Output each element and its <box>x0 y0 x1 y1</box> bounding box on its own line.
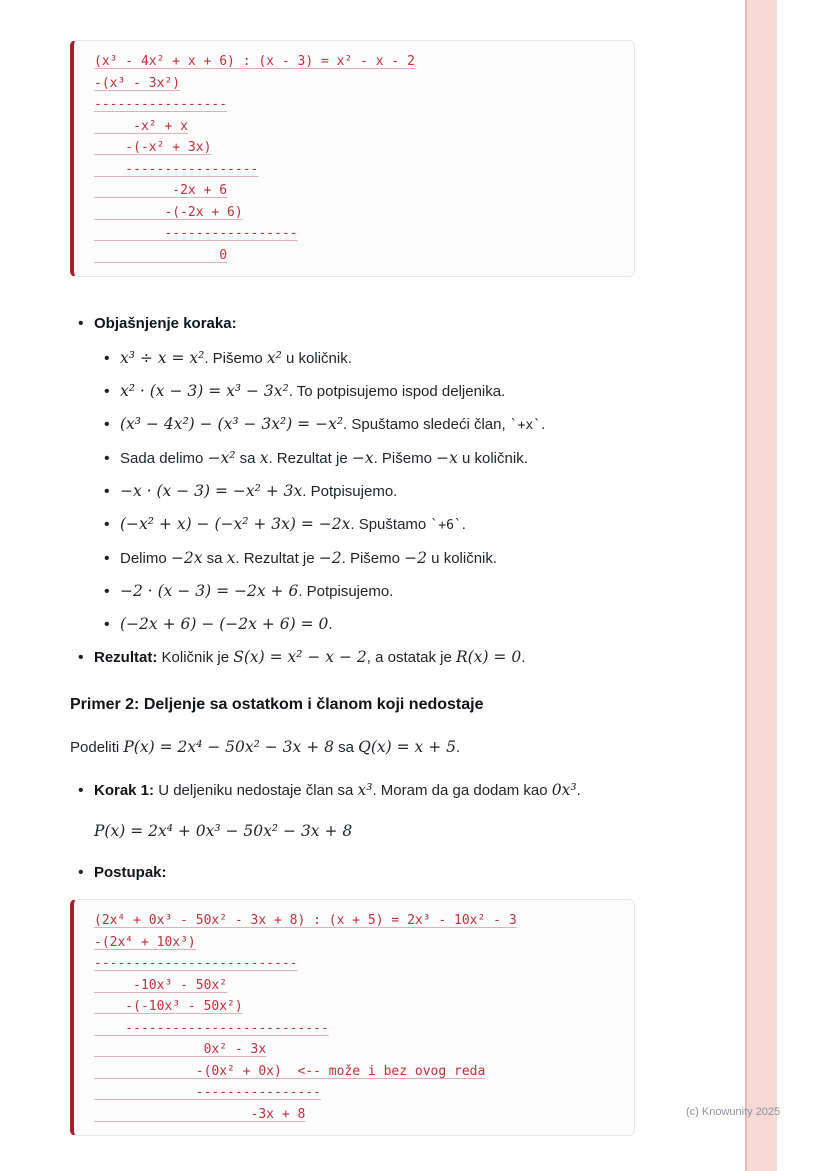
inline-code: `+x` <box>509 418 542 433</box>
bold-label: Korak 1: <box>94 782 155 799</box>
explanation-item <box>70 614 635 635</box>
code-line: ----------------- <box>94 226 298 241</box>
bullet-icon: • <box>104 350 110 367</box>
expanded-polynomial-formula: P(x) = 2x⁴ + 0x³ − 50x² − 3x + 8 <box>94 822 353 840</box>
explanation-item <box>70 481 635 502</box>
code-line: ----------------- <box>94 97 228 112</box>
math-text: (x³ − 4x²) − (x³ − 3x²) = −x² <box>120 415 344 433</box>
math-text: x³ <box>357 781 373 799</box>
code-line: -10x³ - 50x² <box>94 977 228 993</box>
explanation-item <box>70 381 635 402</box>
plain-text: sa <box>235 450 260 467</box>
explanation-text <box>120 514 635 536</box>
plain-text: sa <box>202 550 227 567</box>
bullet-icon: • <box>104 583 110 600</box>
bullet-icon: • <box>78 864 84 881</box>
math-text: x² · (x − 3) = x³ − 3x² <box>120 382 289 400</box>
code-line: ---------------- <box>94 1085 321 1100</box>
explanation-text <box>120 548 635 569</box>
math-text: −x · (x − 3) = −x² + 3x <box>120 482 303 500</box>
math-text: (−x² + x) − (−x² + 3x) = −2x <box>120 515 351 533</box>
math-text: R(x) = 0 <box>455 648 522 666</box>
math-text: −x² <box>207 449 236 467</box>
plain-text: u količnik. <box>427 550 498 567</box>
plain-text: . <box>576 782 581 799</box>
explanation-item <box>70 448 635 469</box>
plain-text: . Pišemo <box>341 550 405 567</box>
plain-text: . <box>521 649 526 666</box>
bullet-icon: • <box>78 782 84 799</box>
code-line: -------------------------- <box>94 1020 329 1036</box>
code-line: 0 <box>94 247 228 263</box>
explanation-list <box>70 348 635 635</box>
plain-text: . Rezultat je <box>268 450 352 467</box>
plain-text: . <box>328 616 333 633</box>
plain-text: U deljeniku nedostaje član sa <box>154 782 358 799</box>
bullet-icon: • <box>104 616 110 633</box>
plain-text: Sada delimo <box>120 450 208 467</box>
math-text: −x <box>351 449 374 467</box>
math-text: x³ ÷ x = x² <box>120 349 205 367</box>
bullet-icon: • <box>104 550 110 567</box>
division-worksheet-1 <box>70 40 635 277</box>
inline-code: `+6` <box>430 518 462 533</box>
bold-label: Rezultat: <box>94 649 158 666</box>
plain-text: . <box>541 416 546 433</box>
plain-text: u količnik. <box>457 450 528 467</box>
plain-text: . Rezultat je <box>235 550 319 567</box>
bullet-icon: • <box>104 516 110 533</box>
code-line: -(x³ - 3x²) <box>94 75 181 91</box>
plain-text: , a ostatak je <box>366 649 456 666</box>
bullet-icon: • <box>104 383 110 400</box>
plain-text: . Pišemo <box>204 350 267 367</box>
plain-text: . Potpisujemo. <box>302 483 398 500</box>
bullet-icon: • <box>78 649 84 666</box>
explanation-header-item <box>70 313 635 334</box>
math-text: (−2x + 6) − (−2x + 6) = 0 <box>120 615 329 633</box>
plain-text: . <box>456 739 461 756</box>
math-text: S(x) = x² − x − 2 <box>233 648 367 666</box>
watermark: (c) Knowunity 2025 <box>686 1106 781 1118</box>
plain-text: Podeliti <box>70 739 124 756</box>
plain-text: . Spuštamo <box>350 516 431 533</box>
math-text: −2x <box>170 549 203 567</box>
intro-paragraph <box>70 737 635 758</box>
plain-text: Količnik je <box>157 649 234 666</box>
explanation-label: Objašnjenje koraka: <box>94 315 237 332</box>
math-text: P(x) = 2x⁴ − 50x² − 3x + 8 <box>123 738 334 756</box>
explanation-text <box>120 581 635 602</box>
explanation-text <box>120 614 635 635</box>
explanation-item <box>70 514 635 536</box>
code-line: -(0x² + 0x) <-- može i bez ovog reda <box>94 1063 486 1079</box>
code-line: -3x + 8 <box>94 1106 306 1122</box>
division-worksheet-2 <box>70 899 635 1136</box>
explanation-item <box>70 548 635 569</box>
result-item <box>70 647 635 668</box>
explanation-text <box>120 448 635 469</box>
procedure-label: Postupak: <box>94 864 167 881</box>
explanation-text <box>120 481 635 502</box>
bullet-icon: • <box>104 483 110 500</box>
math-text: −x <box>436 449 458 467</box>
document-content <box>70 40 635 1136</box>
plain-text: . Moram da ga dodam kao <box>372 782 552 799</box>
plain-text: . To potpisujemo ispod deljenika. <box>288 383 506 400</box>
explanation-text <box>120 414 635 436</box>
code-line: -x² + x <box>94 118 188 134</box>
code-line: -(-10x³ - 50x²) <box>94 999 243 1014</box>
math-text: Q(x) = x + 5 <box>358 738 456 756</box>
code-line: 0x² - 3x <box>94 1042 267 1057</box>
procedure-item <box>70 862 635 883</box>
plain-text: sa <box>333 739 359 756</box>
plain-text: . <box>461 516 466 533</box>
plain-text: . Pišemo <box>373 450 437 467</box>
math-text: −2 <box>404 549 428 567</box>
result-text <box>94 647 635 668</box>
step1-text <box>94 780 635 801</box>
code-line: -------------------------- <box>94 956 298 971</box>
explanation-item <box>70 581 635 602</box>
plain-text: u količnik. <box>281 350 352 367</box>
plain-text: . Spuštamo sledeći član, <box>343 416 510 433</box>
plain-text: . Potpisujemo. <box>298 583 394 600</box>
code-line: (2x⁴ + 0x³ - 50x² - 3x + 8) : (x + 5) = 2x³ - 10x² - 3 <box>94 913 517 928</box>
plain-text: Delimo <box>120 550 171 567</box>
bullet-icon: • <box>104 416 110 433</box>
math-text: x <box>259 449 269 467</box>
code-line: -(-x² + 3x) <box>94 140 212 155</box>
code-line: -(2x⁴ + 10x³) <box>94 934 196 950</box>
page-edge-strip <box>745 0 777 1171</box>
bullet-icon: • <box>104 450 110 467</box>
section-heading: Primer 2: Deljenje sa ostatkom i članom koji nedostaje <box>70 696 484 713</box>
math-text: −2 · (x − 3) = −2x + 6 <box>120 582 299 600</box>
explanation-text <box>120 348 635 369</box>
code-line: ----------------- <box>94 161 259 177</box>
math-text: x² <box>266 349 282 367</box>
code-line: -(-2x + 6) <box>94 204 243 220</box>
code-line: (x³ - 4x² + x + 6) : (x - 3) = x² - x - 2 <box>94 54 415 69</box>
math-text: x <box>226 549 236 567</box>
explanation-item <box>70 348 635 369</box>
code-line: -2x + 6 <box>94 183 228 198</box>
math-text: −2 <box>318 549 342 567</box>
explanation-item <box>70 414 635 436</box>
step1-item <box>70 780 635 801</box>
bullet-icon: • <box>78 315 84 332</box>
explanation-text <box>120 381 635 402</box>
math-text: 0x³ <box>551 781 577 799</box>
